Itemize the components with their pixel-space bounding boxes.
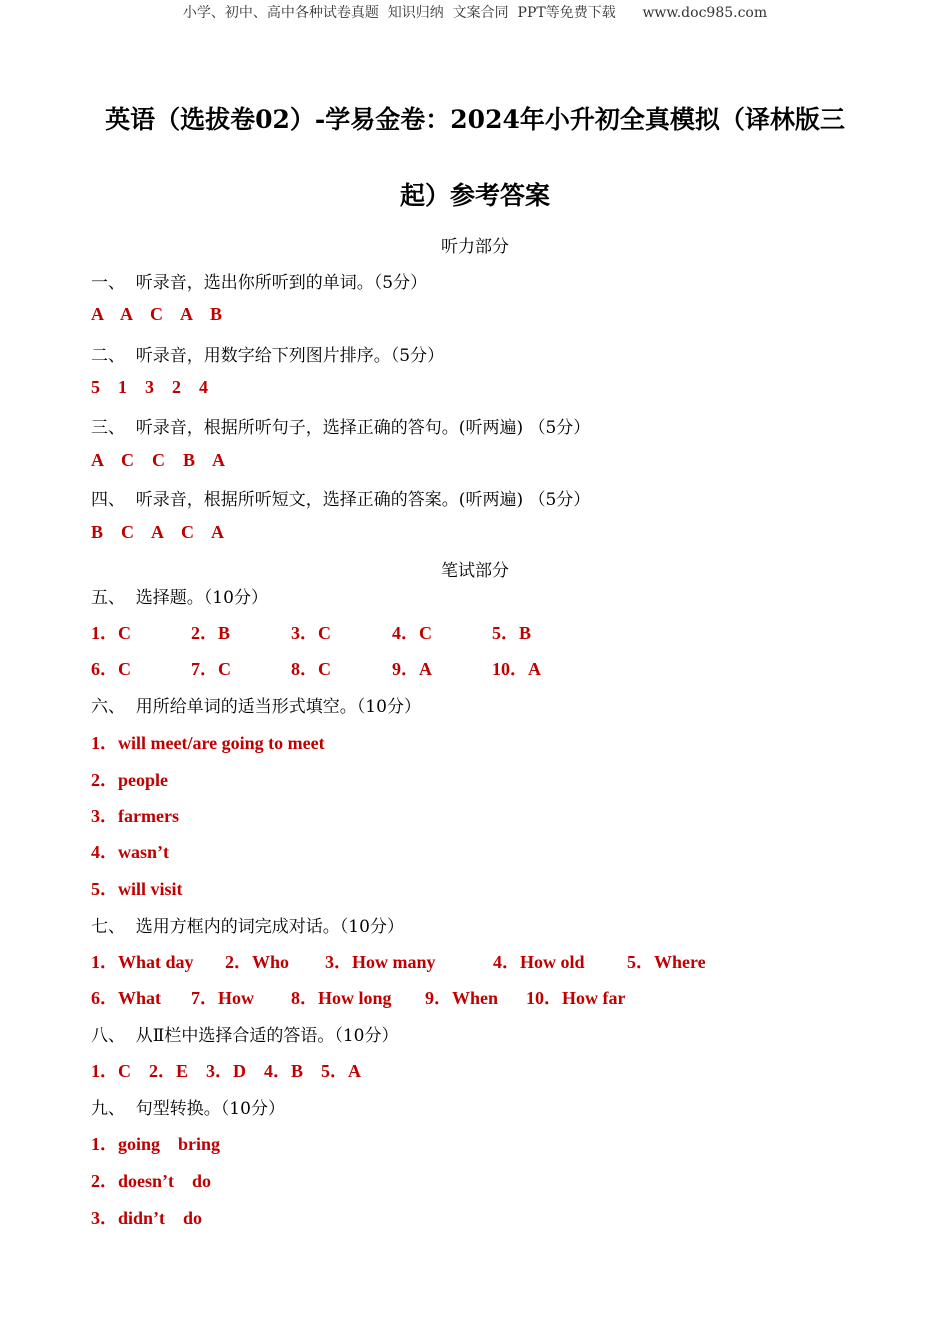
answer-6-item: 1．will meet/are going to meet — [91, 733, 325, 753]
answer-7-item: 9．When — [425, 988, 499, 1008]
answer-5-item: 7．C — [191, 659, 231, 679]
answer-5-item: 10．A — [492, 659, 541, 679]
answer-7-item: 2．Who — [225, 952, 290, 972]
answer-5-item: 9．A — [392, 659, 432, 679]
answer-5-item: 6．C — [91, 659, 131, 679]
answer-7-item: 6．What — [91, 988, 162, 1008]
answer-9-item: 2．doesn’t do — [91, 1171, 212, 1191]
question-2: 二、 听录音，用数字给下列图片排序。（5分） — [91, 346, 445, 366]
answer-8: 1．C 2．E 3．D 4．B 5．A — [91, 1061, 362, 1081]
answer-4: B C A C A — [91, 522, 225, 542]
page-title-line-2: 起）参考答案 — [399, 181, 550, 210]
question-7: 七、 选用方框内的词完成对话。（10分） — [91, 917, 404, 937]
question-9: 九、 句型转换。（10分） — [91, 1099, 285, 1119]
answer-5-item: 3．C — [291, 623, 331, 643]
question-3: 三、 听录音，根据所听句子，选择正确的答句。(听两遍) （5分） — [91, 418, 591, 438]
question-4: 四、 听录音，根据所听短文，选择正确的答案。(听两遍) （5分） — [91, 490, 591, 510]
answer-3: A C C B A — [91, 450, 226, 470]
answer-6-item: 4．wasn’t — [91, 842, 170, 862]
answer-7-item: 10．How far — [526, 988, 626, 1008]
answer-2: 5 1 3 2 4 — [91, 377, 208, 397]
page-title-line-1: 英语（选拔卷02）-学易金卷：2024年小升初全真模拟（译林版三 — [105, 105, 845, 134]
answer-5-item: 2．B — [191, 623, 231, 643]
answer-7-item: 7．How — [191, 988, 254, 1008]
writing-section-heading: 笔试部分 — [441, 561, 509, 581]
answer-7-item: 3．How many — [325, 952, 436, 972]
answer-1: A A C A B — [91, 304, 223, 324]
answer-7-item: 1．What day — [91, 952, 194, 972]
answer-6-item: 5．will visit — [91, 879, 183, 899]
answer-5-item: 4．C — [392, 623, 432, 643]
answer-5-item: 5．B — [492, 623, 532, 643]
answer-7-item: 8．How long — [291, 988, 392, 1008]
page-header: 小学、初中、高中各种试卷真题 知识归纳 文案合同 PPT等免费下载 www.doc985.com — [182, 5, 768, 21]
listening-section-heading: 听力部分 — [441, 237, 509, 257]
answer-7-item: 5．Where — [627, 952, 706, 972]
question-5: 五、 选择题。（10分） — [91, 588, 268, 608]
answer-9-item: 3．didn’t do — [91, 1208, 203, 1228]
question-1: 一、 听录音，选出你所听到的单词。（5分） — [91, 273, 428, 293]
answer-6-item: 3．farmers — [91, 806, 179, 826]
answer-7-item: 4．How old — [493, 952, 585, 972]
answer-9-item: 1．going bring — [91, 1134, 221, 1154]
answer-5-item: 8．C — [291, 659, 331, 679]
question-8: 八、 从Ⅱ栏中选择合适的答语。（10分） — [91, 1026, 399, 1046]
answer-6-item: 2．people — [91, 770, 169, 790]
question-6: 六、 用所给单词的适当形式填空。（10分） — [91, 697, 421, 717]
answer-5-item: 1．C — [91, 623, 131, 643]
